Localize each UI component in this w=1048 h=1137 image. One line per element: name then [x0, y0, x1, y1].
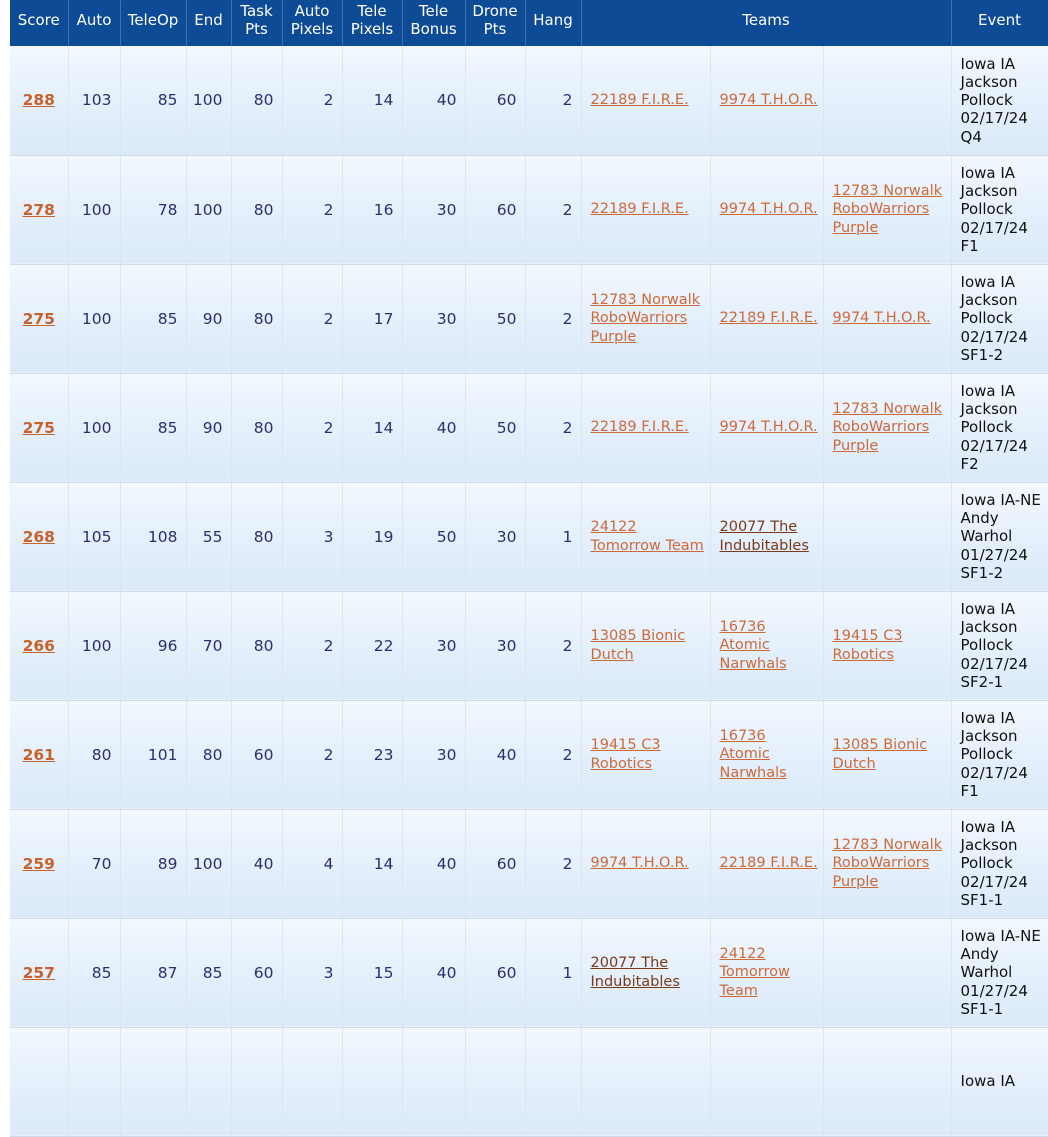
drone-pts-cell: 60	[465, 809, 525, 918]
team-cell-2	[710, 809, 823, 918]
team-cell-2	[710, 700, 823, 809]
task-pts-cell: 80	[231, 264, 282, 373]
event-cell: Iowa IA Jackson Pollock 02/17/24 F1	[951, 155, 1048, 264]
team-cell-3	[823, 700, 951, 809]
tele-bonus-cell: 30	[402, 264, 465, 373]
team-cell-1	[581, 373, 710, 482]
table-row	[10, 373, 1048, 482]
teleop-cell: 87	[120, 918, 186, 1027]
end-cell: 100	[186, 809, 231, 918]
table-row	[10, 700, 1048, 809]
end-cell: 55	[186, 482, 231, 591]
team-link[interactable]: 12783 Norwalk RoboWarriors Purple	[590, 291, 701, 345]
score-link[interactable]: 268	[22, 527, 55, 546]
table-row	[10, 155, 1048, 264]
tele-pixels-cell: 22	[342, 591, 402, 700]
team-cell-2	[710, 46, 823, 155]
table-row	[10, 46, 1048, 155]
header-score[interactable]: Score	[10, 0, 68, 46]
team-cell-1	[581, 918, 710, 1027]
score-cell	[10, 264, 68, 373]
hang-cell: 2	[525, 46, 581, 155]
team-cell-3	[823, 373, 951, 482]
tele-pixels-cell: 14	[342, 809, 402, 918]
team-link[interactable]: 24122 Tomorrow Team	[719, 945, 790, 999]
team-link[interactable]: 20077 The Indubitables	[590, 955, 680, 990]
hang-cell: 2	[525, 700, 581, 809]
teleop-cell	[120, 1027, 186, 1136]
team-cell-1	[581, 1027, 710, 1136]
header-task-pts[interactable]: Task Pts	[231, 0, 282, 46]
score-link[interactable]: 257	[22, 963, 55, 982]
team-link[interactable]: 12783 Norwalk RoboWarriors Purple	[832, 836, 943, 890]
auto-cell	[68, 1027, 120, 1136]
header-auto[interactable]: Auto	[68, 0, 120, 46]
team-link[interactable]: 9974 T.H.O.R.	[590, 855, 689, 872]
match-results-table	[10, 0, 1048, 1137]
header-auto-pixels[interactable]: Auto Pixels	[282, 0, 342, 46]
team-cell-3	[823, 809, 951, 918]
drone-pts-cell: 30	[465, 591, 525, 700]
drone-pts-cell: 60	[465, 46, 525, 155]
hang-cell: 2	[525, 264, 581, 373]
auto-cell: 103	[68, 46, 120, 155]
score-cell	[10, 46, 68, 155]
score-cell	[10, 809, 68, 918]
team-link[interactable]: 19415 C3 Robotics	[590, 737, 661, 772]
task-pts-cell: 80	[231, 373, 282, 482]
table-row	[10, 482, 1048, 591]
task-pts-cell: 60	[231, 700, 282, 809]
team-link[interactable]: 22189 F.I.R.E.	[719, 310, 818, 327]
score-cell	[10, 373, 68, 482]
tele-bonus-cell: 40	[402, 918, 465, 1027]
team-link[interactable]: 16736 Atomic Narwhals	[719, 618, 787, 672]
tele-bonus-cell: 40	[402, 46, 465, 155]
hang-cell: 2	[525, 591, 581, 700]
tele-pixels-cell: 14	[342, 373, 402, 482]
team-link[interactable]: 22189 F.I.R.E.	[590, 92, 689, 108]
team-cell-1	[581, 700, 710, 809]
drone-pts-cell: 50	[465, 264, 525, 373]
tele-bonus-cell: 30	[402, 155, 465, 264]
team-cell-2	[710, 264, 823, 373]
results-table-container	[10, 0, 1048, 1137]
team-cell-2	[710, 1027, 823, 1136]
team-link[interactable]: 20077 The Indubitables	[719, 519, 809, 554]
hang-cell: 2	[525, 155, 581, 264]
event-cell: Iowa IA Jackson Pollock 02/17/24 F2	[951, 373, 1048, 482]
end-cell: 85	[186, 918, 231, 1027]
end-cell: 90	[186, 373, 231, 482]
team-link[interactable]: 22189 F.I.R.E.	[719, 855, 818, 872]
auto-cell: 100	[68, 155, 120, 264]
auto-pixels-cell: 2	[282, 155, 342, 264]
header-teleop[interactable]: TeleOp	[120, 0, 186, 46]
auto-cell: 100	[68, 373, 120, 482]
teleop-cell: 85	[120, 264, 186, 373]
team-cell-1	[581, 46, 710, 155]
tele-bonus-cell: 30	[402, 591, 465, 700]
team-link[interactable]: 12783 Norwalk RoboWarriors Purple	[832, 400, 943, 454]
score-link[interactable]: 278	[22, 200, 55, 219]
team-cell-3	[823, 155, 951, 264]
auto-cell: 100	[68, 264, 120, 373]
team-link[interactable]: 9974 T.H.O.R.	[719, 201, 818, 218]
header-hang[interactable]: Hang	[525, 0, 581, 46]
team-link[interactable]: 13085 Bionic Dutch	[832, 737, 928, 772]
drone-pts-cell: 60	[465, 918, 525, 1027]
team-cell-2	[710, 373, 823, 482]
team-cell-1	[581, 809, 710, 918]
score-link[interactable]: 259	[22, 854, 55, 873]
auto-cell: 80	[68, 700, 120, 809]
header-tele-pixels[interactable]: Tele Pixels	[342, 0, 402, 46]
teleop-cell: 89	[120, 809, 186, 918]
team-link[interactable]: 22189 F.I.R.E.	[590, 201, 689, 218]
table-row	[10, 918, 1048, 1027]
task-pts-cell: 80	[231, 591, 282, 700]
hang-cell: 2	[525, 809, 581, 918]
team-cell-2	[710, 155, 823, 264]
score-cell	[10, 591, 68, 700]
tele-bonus-cell	[402, 1027, 465, 1136]
tele-pixels-cell: 19	[342, 482, 402, 591]
score-cell	[10, 482, 68, 591]
event-cell: Iowa IA Jackson Pollock 02/17/24 SF2-1	[951, 591, 1048, 700]
team-link[interactable]: 9974 T.H.O.R.	[719, 92, 818, 108]
auto-cell: 85	[68, 918, 120, 1027]
task-pts-cell: 60	[231, 918, 282, 1027]
team-cell-1	[581, 482, 710, 591]
team-link[interactable]: 16736 Atomic Narwhals	[719, 727, 787, 781]
teleop-cell: 96	[120, 591, 186, 700]
score-link[interactable]: 266	[22, 636, 55, 655]
auto-pixels-cell: 2	[282, 264, 342, 373]
tele-pixels-cell: 16	[342, 155, 402, 264]
auto-pixels-cell: 2	[282, 591, 342, 700]
auto-cell: 105	[68, 482, 120, 591]
hang-cell: 1	[525, 482, 581, 591]
drone-pts-cell	[465, 1027, 525, 1136]
score-link[interactable]: 288	[22, 91, 55, 110]
table-row	[10, 264, 1048, 373]
auto-cell: 100	[68, 591, 120, 700]
end-cell: 70	[186, 591, 231, 700]
auto-pixels-cell: 3	[282, 918, 342, 1027]
score-cell	[10, 1027, 68, 1136]
event-cell: Iowa IA-NE Andy Warhol 01/27/24 SF1-1	[951, 918, 1048, 1027]
auto-cell: 70	[68, 809, 120, 918]
teleop-cell: 85	[120, 46, 186, 155]
team-cell-1	[581, 155, 710, 264]
auto-pixels-cell: 2	[282, 46, 342, 155]
table-row	[10, 809, 1048, 918]
teleop-cell: 78	[120, 155, 186, 264]
team-link[interactable]: 22189 F.I.R.E.	[590, 419, 689, 436]
teleop-cell: 108	[120, 482, 186, 591]
auto-pixels-cell: 4	[282, 809, 342, 918]
auto-pixels-cell	[282, 1027, 342, 1136]
table-row	[10, 1027, 1048, 1136]
team-cell-2	[710, 591, 823, 700]
team-link[interactable]: 9974 T.H.O.R.	[719, 419, 818, 436]
hang-cell	[525, 1027, 581, 1136]
task-pts-cell: 80	[231, 155, 282, 264]
tele-bonus-cell: 40	[402, 809, 465, 918]
event-cell: Iowa IA-NE Andy Warhol 01/27/24 SF1-2	[951, 482, 1048, 591]
drone-pts-cell: 50	[465, 373, 525, 482]
tele-pixels-cell: 23	[342, 700, 402, 809]
team-cell-3	[823, 918, 951, 1027]
team-link[interactable]: 24122 Tomorrow Team	[590, 519, 704, 554]
score-cell	[10, 700, 68, 809]
team-link[interactable]: 13085 Bionic Dutch	[590, 628, 686, 663]
task-pts-cell: 80	[231, 482, 282, 591]
end-cell	[186, 1027, 231, 1136]
score-cell	[10, 918, 68, 1027]
event-cell: Iowa IA Jackson Pollock 02/17/24 F1	[951, 700, 1048, 809]
auto-pixels-cell: 2	[282, 373, 342, 482]
score-cell	[10, 155, 68, 264]
score-link[interactable]: 275	[22, 418, 55, 437]
tele-bonus-cell: 30	[402, 700, 465, 809]
auto-pixels-cell: 2	[282, 700, 342, 809]
tele-pixels-cell: 14	[342, 46, 402, 155]
event-cell: Iowa IA Jackson Pollock 02/17/24 Q4	[951, 46, 1048, 155]
team-link[interactable]: 9974 T.H.O.R.	[832, 310, 931, 327]
end-cell: 80	[186, 700, 231, 809]
event-cell: Iowa IA Jackson Pollock 02/17/24 SF1-2	[951, 264, 1048, 373]
team-cell-3	[823, 1027, 951, 1136]
task-pts-cell: 40	[231, 809, 282, 918]
header-tele-bonus[interactable]: Tele Bonus	[402, 0, 465, 46]
end-cell: 100	[186, 46, 231, 155]
team-cell-3	[823, 591, 951, 700]
team-cell-1	[581, 591, 710, 700]
teleop-cell: 85	[120, 373, 186, 482]
end-cell: 100	[186, 155, 231, 264]
hang-cell: 2	[525, 373, 581, 482]
hang-cell: 1	[525, 918, 581, 1027]
score-link[interactable]: 275	[22, 309, 55, 328]
team-cell-2	[710, 918, 823, 1027]
team-cell-3	[823, 264, 951, 373]
end-cell: 90	[186, 264, 231, 373]
team-cell-2	[710, 482, 823, 591]
team-cell-1	[581, 264, 710, 373]
event-cell: Iowa IA	[951, 1027, 1048, 1136]
score-link[interactable]: 261	[22, 745, 55, 764]
team-link[interactable]: 19415 C3 Robotics	[832, 628, 903, 663]
teleop-cell: 101	[120, 700, 186, 809]
drone-pts-cell: 30	[465, 482, 525, 591]
tele-bonus-cell: 40	[402, 373, 465, 482]
team-cell-3	[823, 482, 951, 591]
tele-pixels-cell	[342, 1027, 402, 1136]
header-teams[interactable]: Teams	[581, 0, 951, 46]
header-event[interactable]: Event	[951, 0, 1048, 46]
event-cell: Iowa IA Jackson Pollock 02/17/24 SF1-1	[951, 809, 1048, 918]
auto-pixels-cell: 3	[282, 482, 342, 591]
tele-bonus-cell: 50	[402, 482, 465, 591]
tele-pixels-cell: 17	[342, 264, 402, 373]
header-row	[10, 0, 1048, 46]
drone-pts-cell: 40	[465, 700, 525, 809]
tele-pixels-cell: 15	[342, 918, 402, 1027]
team-link[interactable]: 12783 Norwalk RoboWarriors Purple	[832, 182, 943, 236]
drone-pts-cell: 60	[465, 155, 525, 264]
task-pts-cell: 80	[231, 46, 282, 155]
task-pts-cell	[231, 1027, 282, 1136]
header-drone-pts[interactable]: Drone Pts	[465, 0, 525, 46]
team-cell-3	[823, 46, 951, 155]
table-row	[10, 591, 1048, 700]
header-end[interactable]: End	[186, 0, 231, 46]
